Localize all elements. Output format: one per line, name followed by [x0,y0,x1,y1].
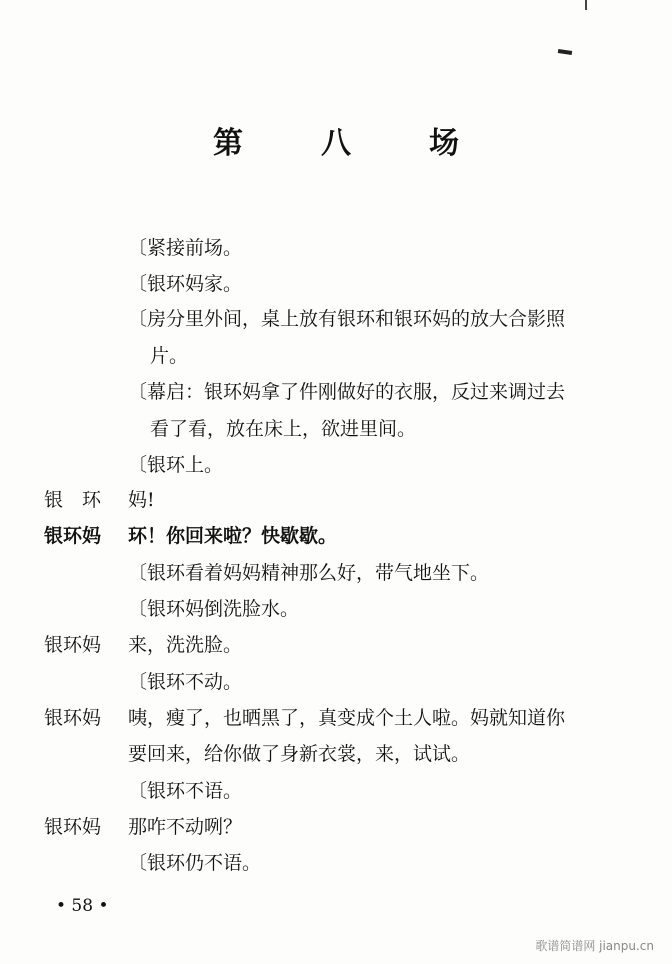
scan-mark [558,49,572,55]
speaker-name: 银环妈 [44,707,102,729]
scan-mark [585,0,587,10]
speaker-name: 银环妈 [44,634,102,656]
speaker-name: 银环妈 [44,816,102,838]
stage-direction: 〔银环不语。 [128,780,243,802]
stage-direction: 〔银环妈家。 [128,273,243,295]
speaker-name: 银 环 [44,489,102,511]
stage-direction: 〔紧接前场。 [128,237,243,259]
stage-direction: 〔幕启：银环妈拿了件刚做好的衣服，反过来调过去 [128,381,566,403]
stage-direction: 〔银环看着妈妈精神那么好，带气地坐下。 [128,562,490,584]
stage-direction: 〔银环仍不语。 [128,852,262,874]
stage-direction: 〔房分里外间，桌上放有银环和银环妈的放大合影照 [128,308,566,330]
dialogue-line: 那咋不动咧？ [128,816,243,838]
page-number: • 58 • [56,896,109,916]
stage-direction: 〔银环妈倒洗脸水。 [128,598,300,620]
stage-direction-continued: 看了看，放在床上，欲进里间。 [150,418,417,440]
dialogue-line-continued: 要回来，给你做了身新衣裳，来，试试。 [128,743,471,765]
dialogue-line: 来，洗洗脸。 [128,634,243,656]
watermark: 歌谱简谱网 jianpu.cn [535,939,654,953]
dialogue-line: 咦，瘦了，也晒黑了，真变成个土人啦。妈就知道你 [128,707,566,729]
speaker-name: 银环妈 [44,525,102,547]
scene-title: 第 八 场 [213,126,483,161]
dialogue-line: 妈! [128,489,155,511]
stage-direction: 〔银环不动。 [128,671,243,693]
stage-direction-continued: 片。 [150,345,189,367]
dialogue-line: 环！你回来啦？快歇歇。 [128,525,338,547]
stage-direction: 〔银环上。 [128,454,224,476]
